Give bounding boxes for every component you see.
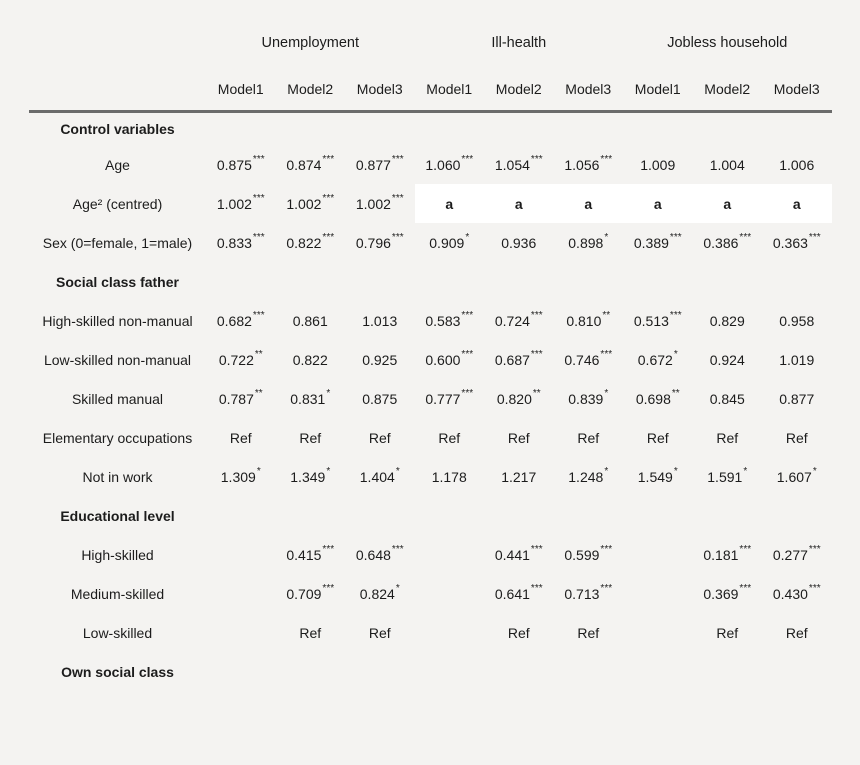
value-cell: 0.722 ** [218, 348, 263, 368]
model-header: Model2 [287, 81, 334, 97]
section-row [29, 113, 832, 145]
value-cell: Ref [368, 429, 391, 446]
value-cell: Ref [577, 429, 600, 446]
value-cell: 0.796 *** [355, 231, 404, 251]
value-cell: Ref [577, 624, 600, 641]
value-cell: 1.009 [640, 156, 676, 173]
model-header: Model2 [495, 81, 542, 97]
value-cell: a [415, 184, 485, 223]
value-cell: 0.861 [292, 312, 328, 329]
value-cell: 1.056 *** [564, 153, 613, 173]
value-cell: 0.822 *** [286, 231, 335, 251]
value-cell: 0.936 [501, 234, 537, 251]
value-cell: 0.810 ** [566, 309, 611, 329]
value-cell: Ref [299, 429, 322, 446]
row-label: Age² (centred) [72, 195, 163, 212]
value-cell: 0.831 * [290, 387, 331, 407]
value-cell: 1.248 * [568, 465, 609, 485]
value-cell: 0.415 *** [286, 543, 335, 563]
value-cell: 0.599 *** [564, 543, 613, 563]
value-cell: 0.709 *** [286, 582, 335, 602]
value-cell: 0.824 * [359, 582, 400, 602]
value-cell: 1.019 [779, 351, 815, 368]
row-label: Sex (0=female, 1=male) [42, 234, 193, 251]
value-cell: 1.404 * [359, 465, 400, 485]
value-cell: Ref [299, 624, 322, 641]
value-cell: 1.004 [709, 156, 745, 173]
value-cell: 1.591 * [707, 465, 748, 485]
value-cell [206, 574, 276, 613]
value-cell: 0.698 ** [635, 387, 680, 407]
value-cell: 0.746 *** [564, 348, 613, 368]
row-label: Social class father [56, 273, 179, 290]
value-cell: 0.181 *** [703, 543, 752, 563]
model-header: Model1 [634, 81, 681, 97]
value-cell: 0.648 *** [355, 543, 404, 563]
value-cell: 0.874 *** [286, 153, 335, 173]
value-cell: 0.430 *** [772, 582, 821, 602]
row-label: Educational level [60, 507, 175, 524]
model-header: Model3 [565, 81, 612, 97]
value-cell: 1.002 *** [286, 192, 335, 212]
section-row [29, 652, 832, 691]
value-cell [415, 535, 485, 574]
value-cell: 0.820 ** [496, 387, 541, 407]
row-label: Age [105, 156, 130, 173]
table-body [29, 113, 832, 691]
table-row [29, 340, 832, 379]
value-cell: Ref [716, 429, 739, 446]
value-cell: 0.363 *** [772, 231, 821, 251]
value-cell: 0.713 *** [564, 582, 613, 602]
table-row [29, 457, 832, 496]
value-cell: a [484, 184, 554, 223]
table-row [29, 418, 832, 457]
value-cell: 0.822 [292, 351, 328, 368]
value-cell [623, 613, 693, 652]
value-cell [206, 535, 276, 574]
value-cell: 1.549 * [637, 465, 678, 485]
table-row [29, 184, 832, 223]
value-cell: Ref [785, 624, 808, 641]
value-cell [623, 574, 693, 613]
value-cell: 0.877 *** [355, 153, 404, 173]
value-cell: 0.833 *** [216, 231, 265, 251]
value-cell: 0.829 [709, 312, 745, 329]
value-cell: 0.600 *** [425, 348, 474, 368]
value-cell: 1.217 [501, 468, 537, 485]
outcome-header-illhealth: Ill-health [491, 35, 547, 51]
value-cell: 0.583 *** [425, 309, 474, 329]
table-row [29, 535, 832, 574]
value-cell: Ref [716, 624, 739, 641]
value-cell: 0.682 *** [216, 309, 265, 329]
value-cell: 0.925 [362, 351, 398, 368]
value-cell: Ref [507, 429, 530, 446]
outcome-header-jobless: Jobless household [667, 35, 788, 51]
value-cell: 1.002 *** [216, 192, 265, 212]
value-cell: 0.875 *** [216, 153, 265, 173]
section-row [29, 262, 832, 301]
outcome-header-unemployment: Unemployment [261, 35, 359, 51]
value-cell: a [762, 184, 832, 223]
value-cell: 0.958 [779, 312, 815, 329]
value-cell: 1.002 *** [355, 192, 404, 212]
model-header-row [29, 68, 832, 113]
value-cell: a [554, 184, 624, 223]
value-cell: Ref [785, 429, 808, 446]
value-cell: Ref [507, 624, 530, 641]
row-label: Control variables [60, 121, 175, 137]
model-header: Model1 [426, 81, 473, 97]
value-cell: 0.724 *** [494, 309, 543, 329]
value-cell: 0.924 [709, 351, 745, 368]
value-cell: a [693, 184, 763, 223]
value-cell: 0.672 * [637, 348, 678, 368]
value-cell: 0.386 *** [703, 231, 752, 251]
section-row [29, 496, 832, 535]
table-row [29, 223, 832, 262]
results-table [29, 0, 832, 691]
table-row [29, 301, 832, 340]
table-row [29, 613, 832, 652]
value-cell: 0.839 * [568, 387, 609, 407]
value-cell: 0.441 *** [494, 543, 543, 563]
value-cell: 0.641 *** [494, 582, 543, 602]
row-label: Low-skilled non-manual [43, 351, 192, 368]
value-cell: Ref [368, 624, 391, 641]
value-cell: 1.349 * [290, 465, 331, 485]
value-cell: 1.013 [362, 312, 398, 329]
value-cell: Ref [229, 429, 252, 446]
value-cell: 1.607 * [776, 465, 817, 485]
row-label: Skilled manual [71, 390, 164, 407]
value-cell: 0.898 * [568, 231, 609, 251]
table-row [29, 574, 832, 613]
model-header: Model3 [773, 81, 820, 97]
value-cell: Ref [438, 429, 461, 446]
row-label: High-skilled non-manual [42, 312, 193, 329]
value-cell: Ref [646, 429, 669, 446]
table-row [29, 145, 832, 184]
value-cell [415, 574, 485, 613]
value-cell: 0.845 [709, 390, 745, 407]
row-label: Medium-skilled [70, 585, 165, 602]
model-header: Model2 [704, 81, 751, 97]
value-cell: 1.054 *** [494, 153, 543, 173]
value-cell: 0.877 [779, 390, 815, 407]
value-cell [415, 613, 485, 652]
value-cell: 1.178 [431, 468, 467, 485]
value-cell: 1.060 *** [425, 153, 474, 173]
value-cell [623, 535, 693, 574]
outcome-header-row [29, 0, 832, 68]
value-cell: 0.277 *** [772, 543, 821, 563]
row-label: Own social class [61, 663, 174, 680]
model-header: Model3 [356, 81, 403, 97]
value-cell: 0.687 *** [494, 348, 543, 368]
value-cell: 0.389 *** [633, 231, 682, 251]
value-cell: 1.006 [779, 156, 815, 173]
model-header: Model1 [217, 81, 264, 97]
value-cell: 1.309 * [220, 465, 261, 485]
value-cell: 0.787 ** [218, 387, 263, 407]
value-cell: 0.875 [362, 390, 398, 407]
row-label: Not in work [82, 468, 153, 485]
row-label: Elementary occupations [42, 429, 193, 446]
value-cell [206, 613, 276, 652]
table-row [29, 379, 832, 418]
row-label: High-skilled [81, 546, 154, 563]
row-label: Low-skilled [82, 624, 153, 641]
value-cell: 0.909 * [429, 231, 470, 251]
value-cell: 0.369 *** [703, 582, 752, 602]
value-cell: 0.513 *** [633, 309, 682, 329]
value-cell: 0.777 *** [425, 387, 474, 407]
value-cell: a [623, 184, 693, 223]
